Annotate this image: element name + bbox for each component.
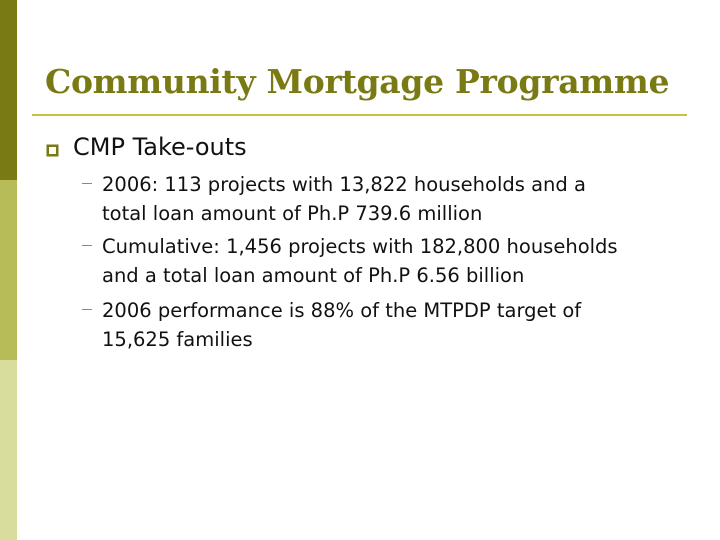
dash-bullet-icon (82, 309, 92, 310)
left-accent-bar-middle (0, 180, 17, 360)
list-item (82, 232, 702, 290)
left-accent-bar-top (0, 0, 17, 180)
dash-bullet-icon (82, 183, 92, 184)
title-underline (32, 114, 687, 116)
item-line: 2006: 113 projects with 13,822 households and a (102, 173, 586, 196)
list-item (82, 296, 702, 354)
bullet-heading: CMP Take-outs (73, 133, 247, 161)
item-line: 2006 performance is 88% of the MTPDP target of (102, 299, 582, 322)
item-line: 15,625 families (102, 328, 253, 351)
dash-bullet-icon (82, 245, 92, 246)
square-bullet-icon (46, 144, 59, 157)
item-line: total loan amount of Ph.P 739.6 million (102, 202, 483, 225)
slide-title: Community Mortgage Programme (45, 62, 670, 101)
list-item (82, 170, 702, 228)
item-line: and a total loan amount of Ph.P 6.56 billion (102, 264, 525, 287)
left-accent-bar-bottom (0, 360, 17, 540)
item-line: Cumulative: 1,456 projects with 182,800 households (102, 235, 618, 258)
